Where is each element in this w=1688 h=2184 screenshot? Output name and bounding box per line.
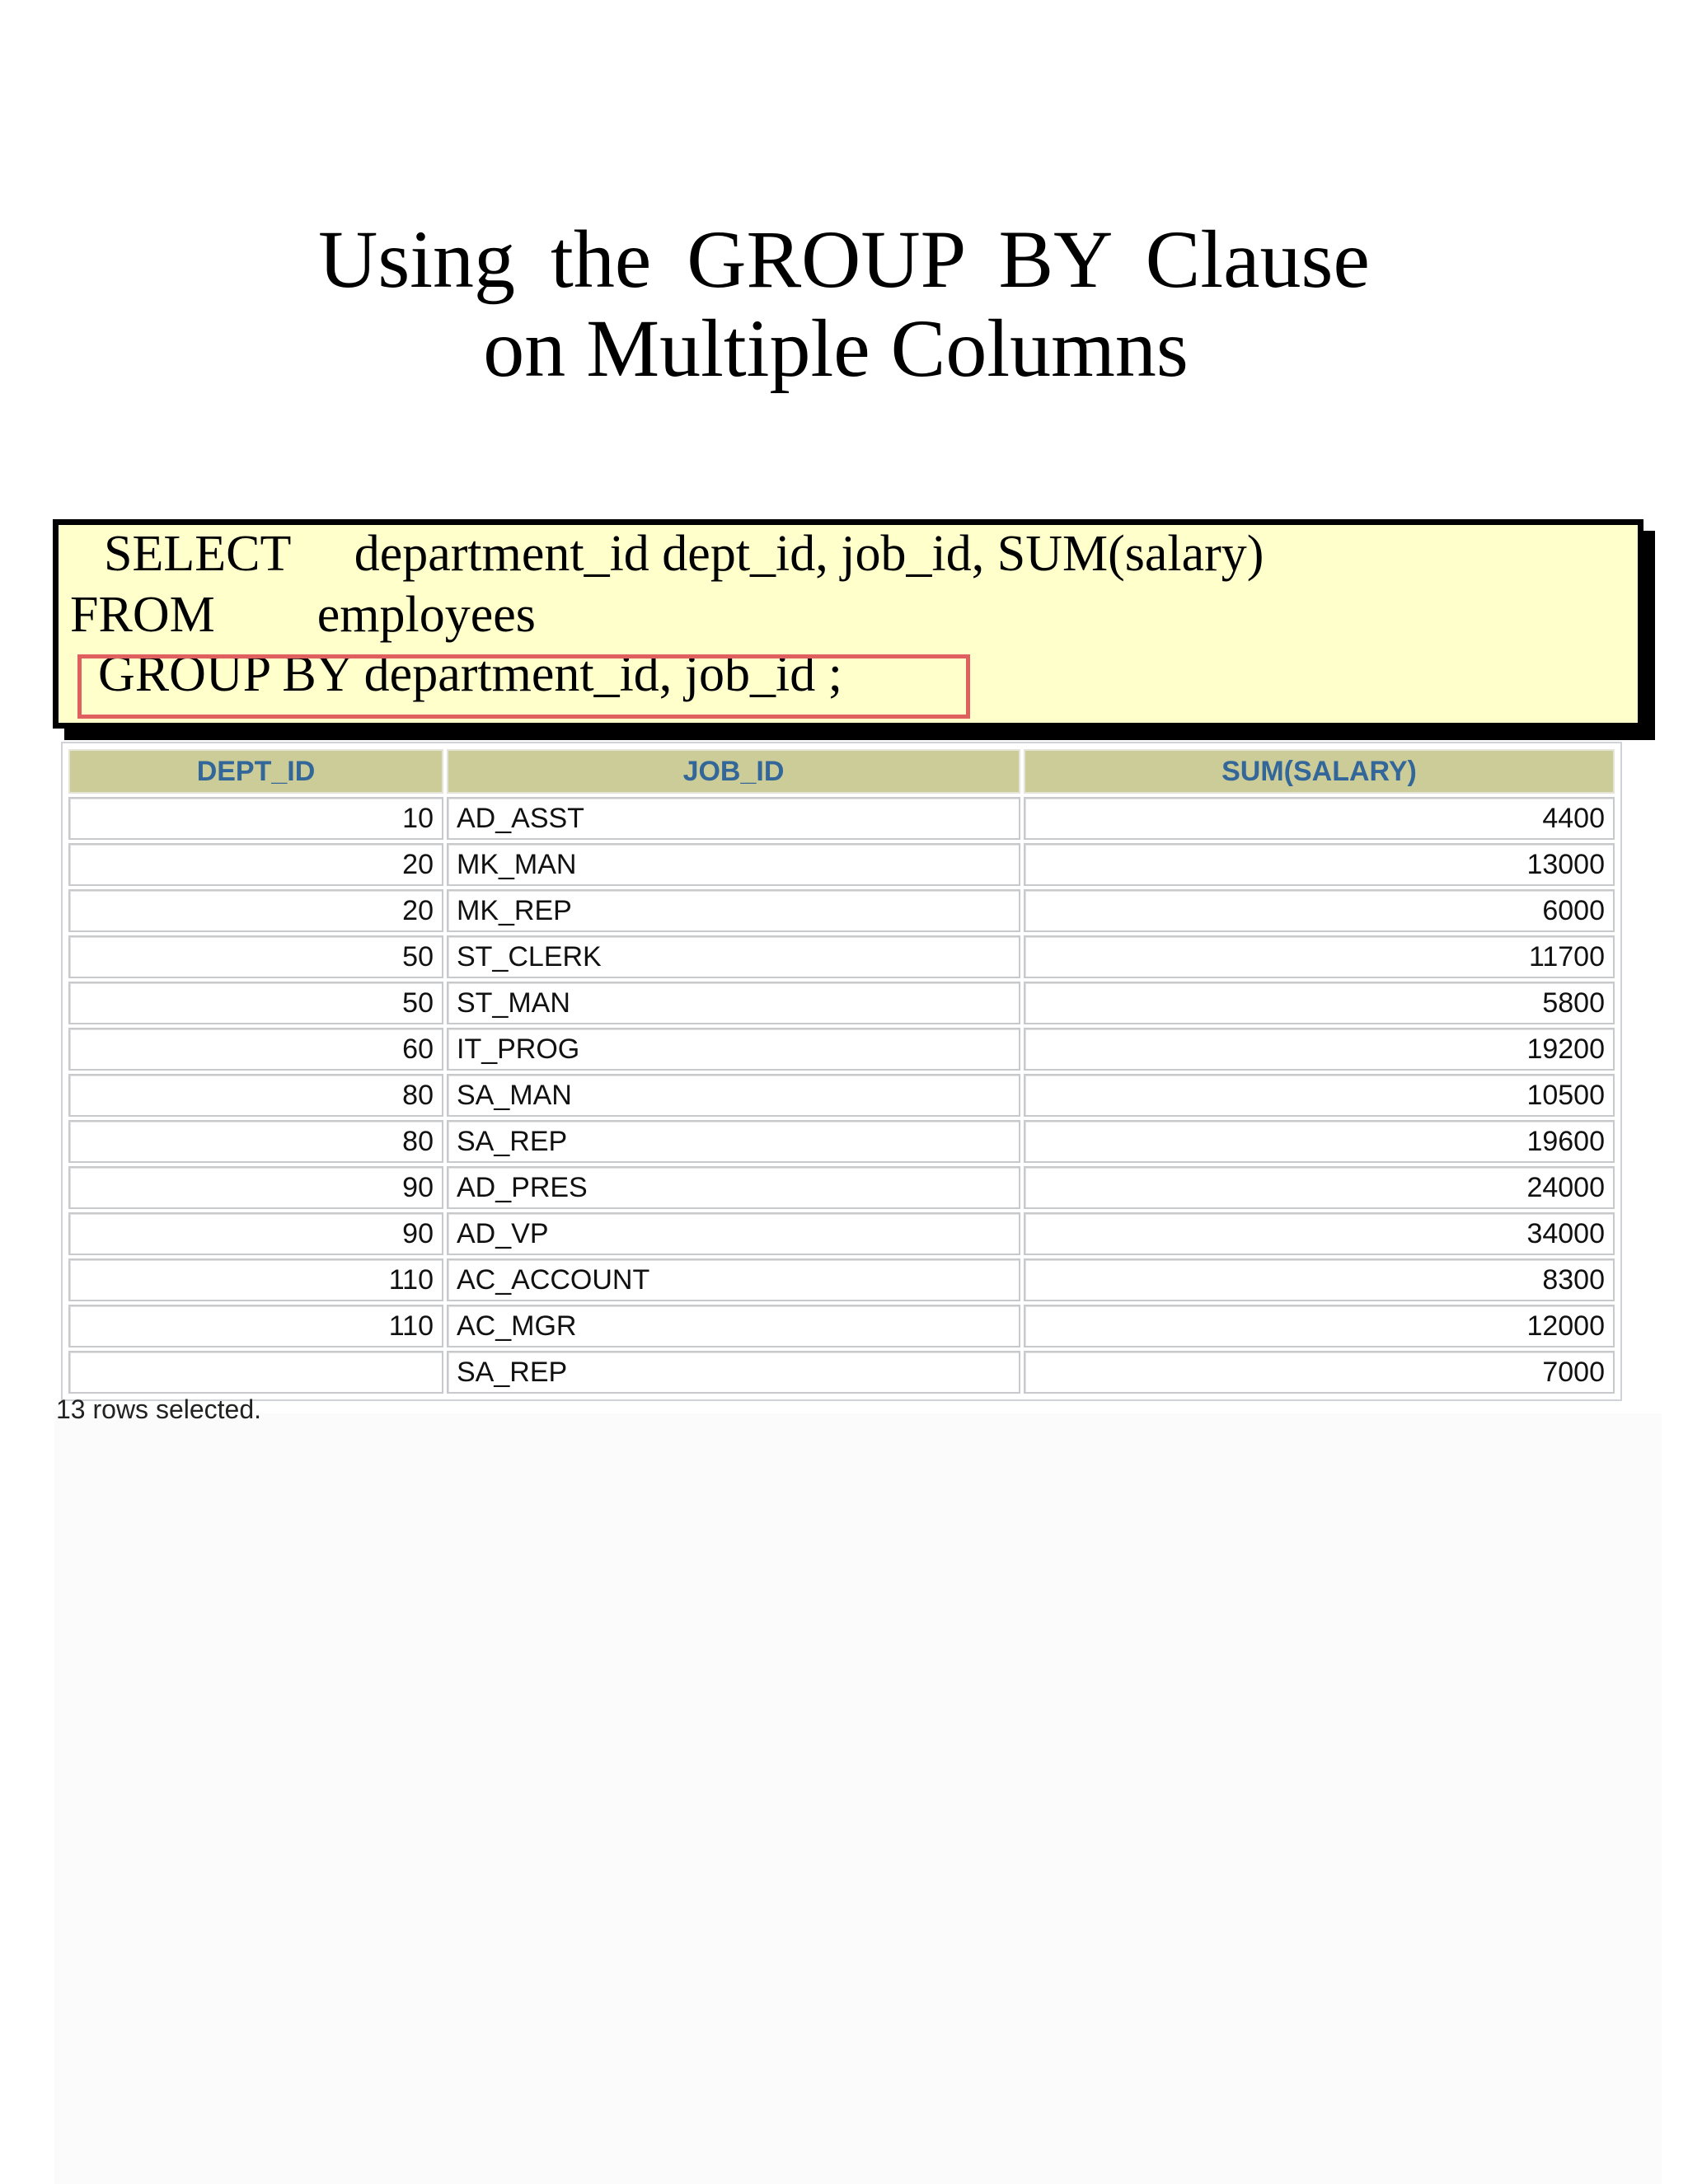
sql-group-by-line: GROUP BY department_id, job_id ; bbox=[98, 646, 842, 702]
column-header-sum-salary: SUM(SALARY) bbox=[1024, 749, 1615, 794]
cell-sum-salary: 8300 bbox=[1024, 1258, 1615, 1301]
table-row bbox=[68, 935, 1615, 978]
table-header-row bbox=[68, 749, 1615, 794]
cell-dept-id: 50 bbox=[68, 935, 443, 978]
cell-job-id: SA_MAN bbox=[447, 1074, 1020, 1117]
table-row bbox=[68, 843, 1615, 886]
cell-job-id: MK_REP bbox=[447, 889, 1020, 932]
cell-job-id: ST_MAN bbox=[447, 982, 1020, 1024]
cell-sum-salary: 13000 bbox=[1024, 843, 1615, 886]
cell-job-id: MK_MAN bbox=[447, 843, 1020, 886]
cell-job-id: AC_ACCOUNT bbox=[447, 1258, 1020, 1301]
sql-code-box bbox=[53, 519, 1643, 729]
slide-background bbox=[54, 1413, 1662, 2184]
cell-sum-salary: 34000 bbox=[1024, 1212, 1615, 1255]
cell-sum-salary: 24000 bbox=[1024, 1166, 1615, 1209]
table-row bbox=[68, 797, 1615, 840]
cell-sum-salary: 4400 bbox=[1024, 797, 1615, 840]
table-row bbox=[68, 982, 1615, 1024]
cell-sum-salary: 5800 bbox=[1024, 982, 1615, 1024]
cell-dept-id: 90 bbox=[68, 1166, 443, 1209]
column-header-job-id: JOB_ID bbox=[447, 749, 1020, 794]
rows-selected-note: 13 rows selected. bbox=[56, 1394, 262, 1424]
cell-job-id: SA_REP bbox=[447, 1351, 1020, 1394]
sql-from-line: FROM employees bbox=[70, 587, 536, 643]
cell-dept-id: 60 bbox=[68, 1028, 443, 1071]
cell-job-id: AD_PRES bbox=[447, 1166, 1020, 1209]
cell-dept-id: 20 bbox=[68, 843, 443, 886]
table-row bbox=[68, 889, 1615, 932]
cell-sum-salary: 11700 bbox=[1024, 935, 1615, 978]
table-row bbox=[68, 1258, 1615, 1301]
cell-dept-id: 110 bbox=[68, 1305, 443, 1347]
cell-job-id: AD_VP bbox=[447, 1212, 1020, 1255]
cell-dept-id: 10 bbox=[68, 797, 443, 840]
cell-dept-id: 90 bbox=[68, 1212, 443, 1255]
table-row bbox=[68, 1212, 1615, 1255]
column-header-dept-id: DEPT_ID bbox=[68, 749, 443, 794]
cell-sum-salary: 10500 bbox=[1024, 1074, 1615, 1117]
slide-title-line-1: Using the GROUP BY Clause bbox=[318, 213, 1370, 305]
cell-sum-salary: 19200 bbox=[1024, 1028, 1615, 1071]
group-by-highlight bbox=[77, 654, 970, 719]
cell-dept-id: 20 bbox=[68, 889, 443, 932]
cell-dept-id: 110 bbox=[68, 1258, 443, 1301]
result-table bbox=[65, 746, 1618, 1397]
table-row bbox=[68, 1351, 1615, 1394]
cell-dept-id bbox=[68, 1351, 443, 1394]
cell-dept-id: 80 bbox=[68, 1074, 443, 1117]
table-row bbox=[68, 1028, 1615, 1071]
cell-job-id: SA_REP bbox=[447, 1120, 1020, 1163]
cell-job-id: IT_PROG bbox=[447, 1028, 1020, 1071]
table-row bbox=[68, 1074, 1615, 1117]
cell-job-id: AC_MGR bbox=[447, 1305, 1020, 1347]
table-row bbox=[68, 1305, 1615, 1347]
query-result-table bbox=[61, 742, 1622, 1401]
cell-dept-id: 80 bbox=[68, 1120, 443, 1163]
table-row bbox=[68, 1120, 1615, 1163]
sql-select-line: SELECT department_id dept_id, job_id, SUM(salary) bbox=[104, 526, 1264, 582]
cell-job-id: ST_CLERK bbox=[447, 935, 1020, 978]
cell-sum-salary: 19600 bbox=[1024, 1120, 1615, 1163]
cell-job-id: AD_ASST bbox=[447, 797, 1020, 840]
cell-sum-salary: 12000 bbox=[1024, 1305, 1615, 1347]
slide-title-line-2: on Multiple Columns bbox=[483, 302, 1189, 394]
table-row bbox=[68, 1166, 1615, 1209]
cell-dept-id: 50 bbox=[68, 982, 443, 1024]
cell-sum-salary: 6000 bbox=[1024, 889, 1615, 932]
cell-sum-salary: 7000 bbox=[1024, 1351, 1615, 1394]
